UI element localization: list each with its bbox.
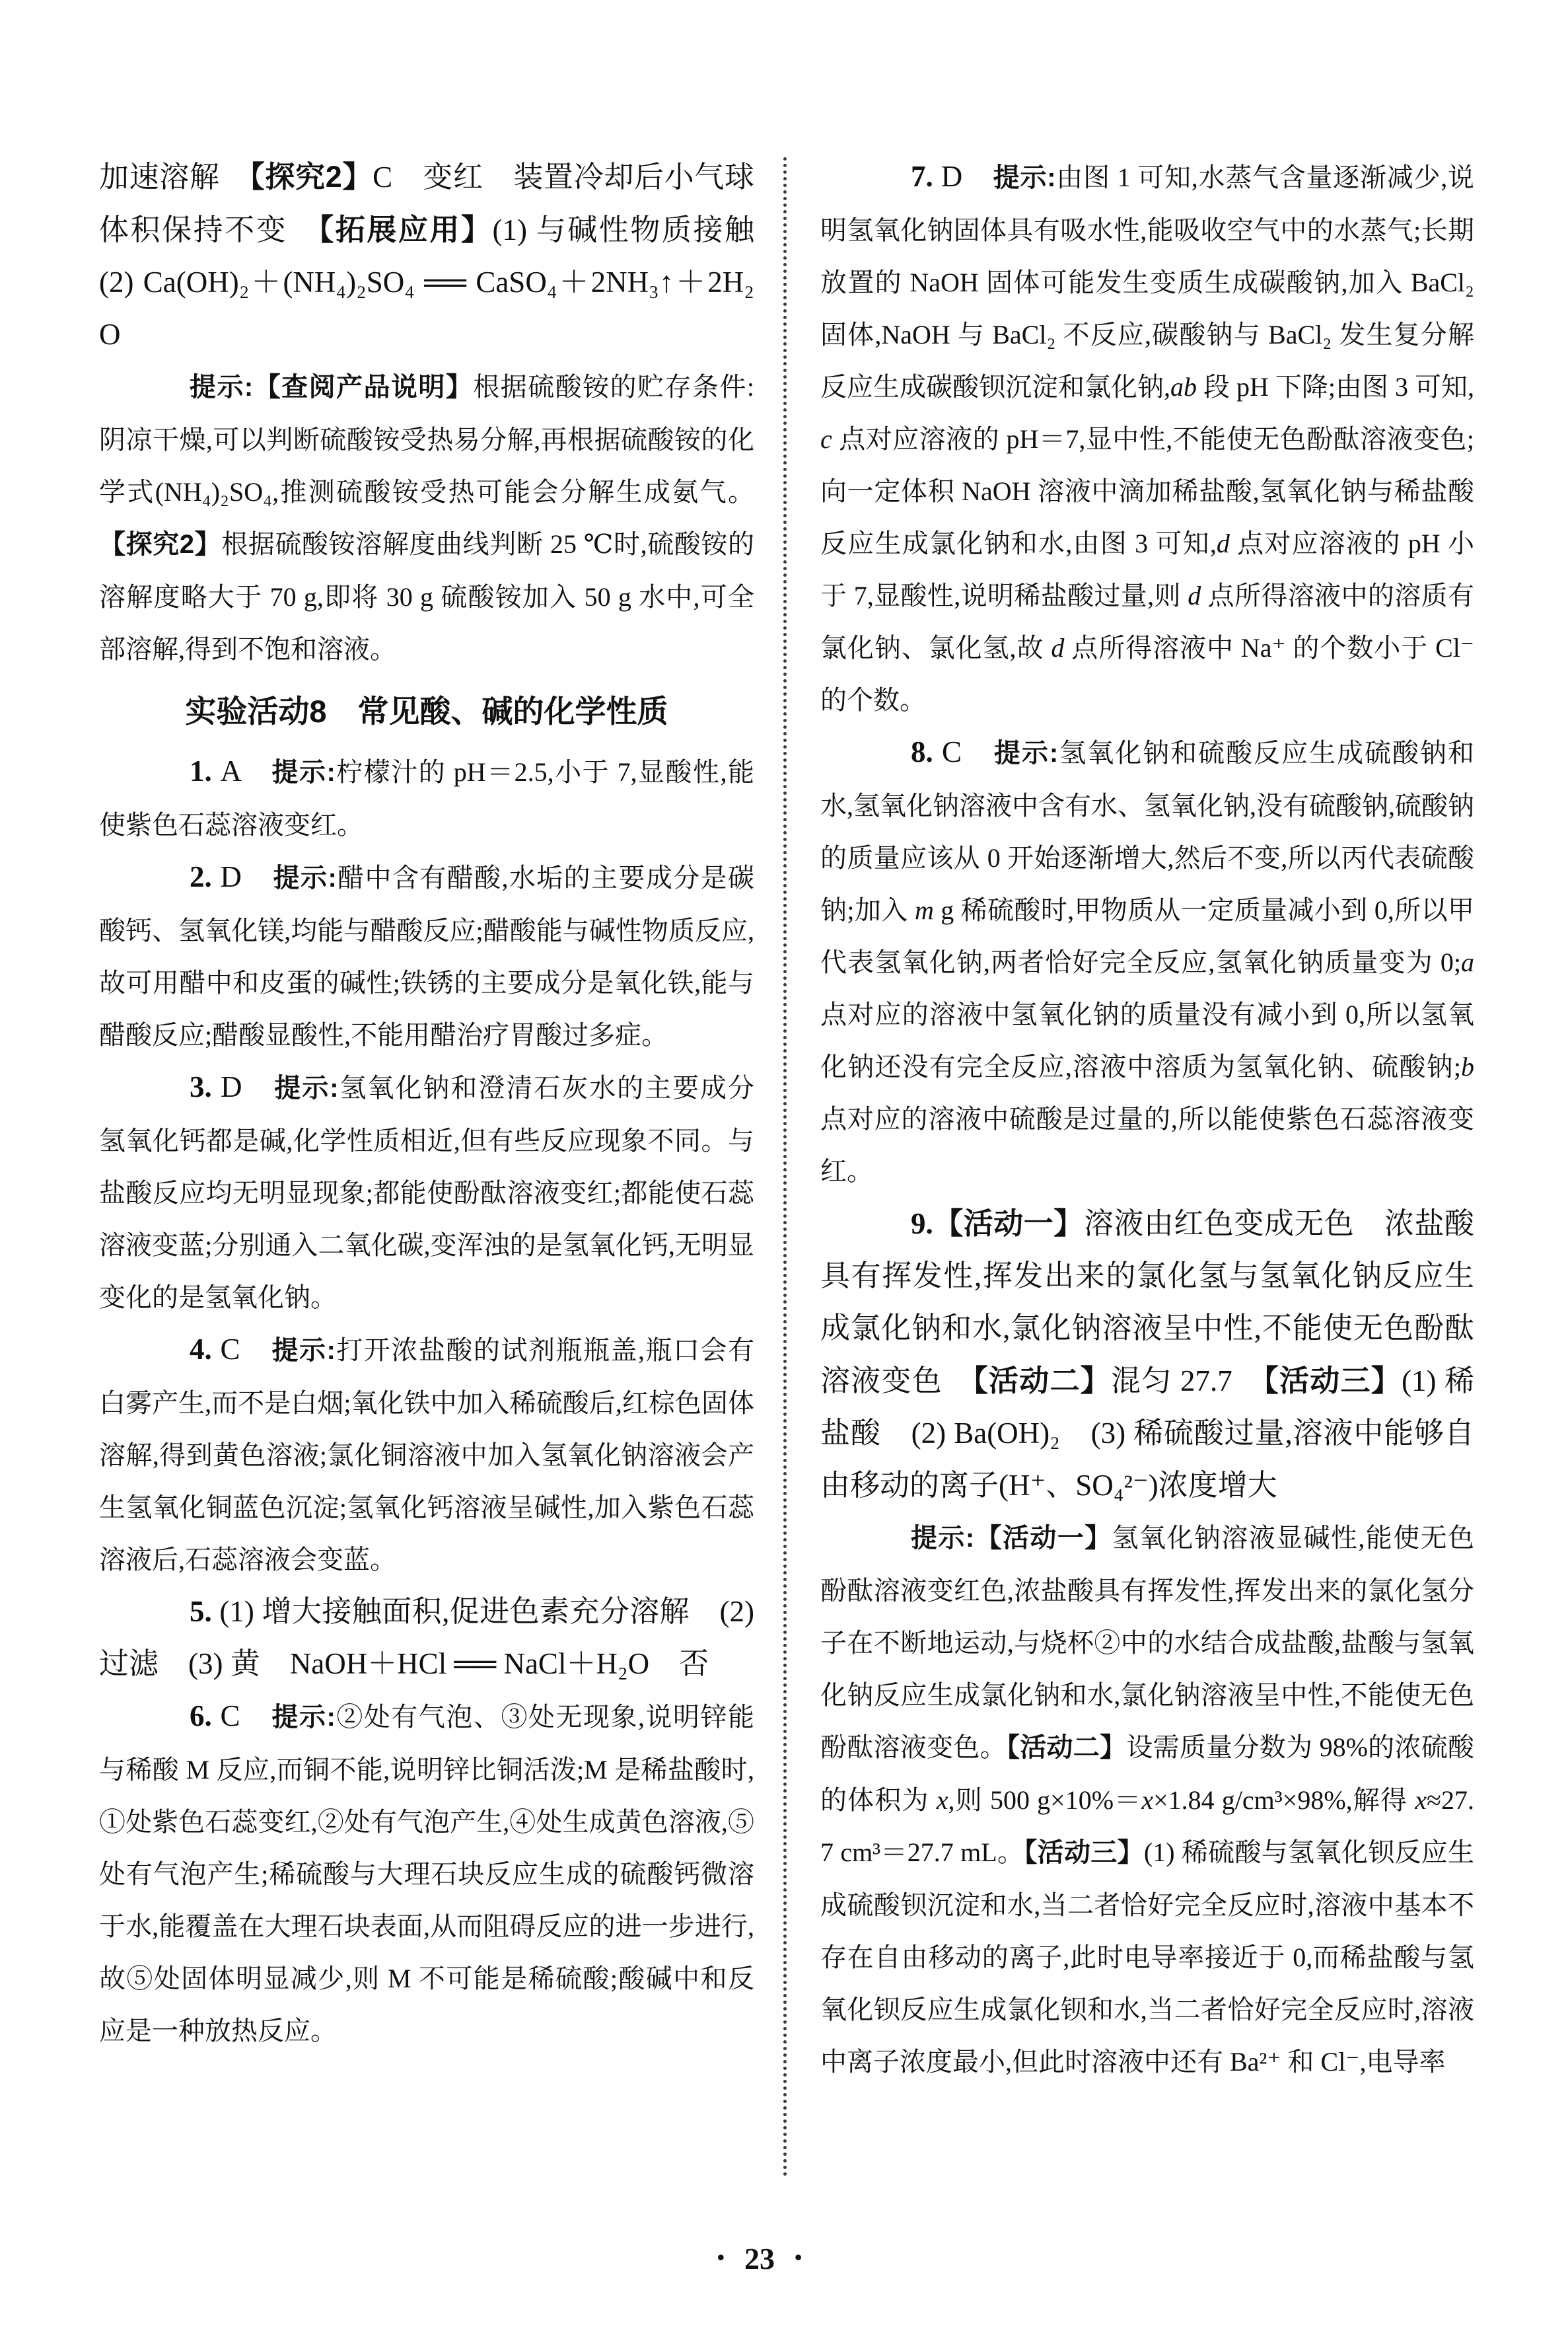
footer-left-dot-icon: •	[717, 2245, 725, 2269]
var-segment: d	[1051, 633, 1065, 663]
hint-segment: 根据硫酸铵的贮存条件:阴凉干燥,可以判断硫酸铵受热易分解,再根据硫酸铵的化学式(NH₄)₂SO₄,推测硫酸铵受热可能会分解生成氨气。	[99, 372, 754, 507]
item-3	[99, 1061, 754, 1323]
bracket-segment: 【活动二】	[1006, 1733, 1127, 1762]
hint-segment: 醋中含有醋酸,水垢的主要成分是碳酸钙、氢氧化镁,均能与醋酸反应;醋酸能与碱性物质反应,故可用醋中和皮蛋的碱性;铁锈的主要成分是氧化铁,能与醋酸反应;醋酸显酸性,不能用醋治疗胃酸过多症。	[99, 863, 755, 1050]
var-segment: x	[936, 1785, 948, 1815]
ans-segment: (1) 增大接触面积,促进色素充分溶解 (2) 过滤 (3) 黄 NaOH＋HCl ══ NaCl＋H₂O 否	[99, 1595, 754, 1680]
hint-label-segment: 提示:	[271, 1336, 336, 1365]
hint-segment: 由图 1 可知,水蒸气含量逐渐减少,说明氢氧化钠固体具有吸水性,能吸收空气中的水蒸气;长期放置的 NaOH 固体可能发生变质生成碳酸钠,加入 BaCl₂ 固体,NaOH 与 BaCl₂ 不反应,碳酸钠与 BaCl₂ 发生复分解反应生成碳酸钡沉淀和氯化钠,	[820, 163, 1475, 402]
var-segment: a	[1461, 947, 1474, 977]
ans-segment: 溶液由红色变成无色 浓盐酸具有挥发性,挥发出来的氯化氢与氢氧化钠反应生成氯化钠和水,氯化钠溶液呈中性,不能使无色酚酞溶液变色	[820, 1207, 1474, 1397]
footer-right-dot-icon: •	[795, 2245, 802, 2269]
column-divider	[783, 157, 787, 2178]
ans-segment: 加速溶解	[99, 161, 250, 194]
item-5	[99, 1586, 754, 1690]
bracket-segment: 【活动三】	[1264, 1364, 1402, 1397]
var-segment: b	[1461, 1052, 1474, 1082]
ans-segment: 混匀 27.7	[1111, 1364, 1264, 1397]
hint-label-segment: 提示:	[271, 758, 336, 787]
num-segment: 8.	[911, 735, 942, 768]
hint-segment: 点对应溶液的 pH 小于 7,显酸性,说明稀盐酸过量,则	[820, 529, 1475, 610]
hint-segment: ②处有气泡、③处无现象,说明锌能与稀酸 M 反应,而铜不能,说明锌比铜活泼;M 是稀盐酸时,①处紫色石蕊变红,②处有气泡产生,④处生成黄色溶液,⑤处有气泡产生;稀硫酸与大理石块反应生成的硫酸钙微溶于水,能覆盖在大理石块表面,从而阻碍反应的进一步进行,故⑤处固体明显减少,则 M 不可能是稀硫酸;酸碱中和反应是一种放热反应。	[99, 1702, 755, 2046]
continuation-answer	[99, 151, 784, 361]
ans-segment: (1) 与碱性物质接触 (2) Ca(OH)₂＋(NH₄)₂SO₄ ══ CaSO₄＋2NH₃↑＋2H₂O	[99, 213, 784, 351]
hint-segment: 点对应的溶液中氢氧化钠的质量没有减小到 0,所以氢氧化钠还没有完全反应,溶液中溶质为氢氧化钠、硫酸钠;	[820, 1000, 1474, 1082]
item-1	[99, 745, 754, 851]
num-segment: 4.	[190, 1333, 221, 1366]
page-footer	[0, 2241, 1519, 2276]
item-6	[99, 1690, 754, 2057]
item-4	[99, 1323, 754, 1586]
hint-segment: 点所得溶液中的溶质有氯化钠、氯化氢,故	[820, 581, 1475, 663]
hint-segment: 氢氧化钠和硫酸反应生成硫酸钠和水,氢氧化钠溶液中含有水、氢氧化钠,没有硫酸钠,硫酸钠的质量应该从 0 开始逐渐增大,然后不变,所以丙代表硫酸钠;加入	[820, 738, 1475, 925]
item-7	[820, 151, 1474, 726]
hint-segment: ≈27.7 cm³＝27.7 mL。	[820, 1785, 1474, 1867]
bracket-segment: 【活动三】	[1024, 1838, 1144, 1867]
bracket-segment: 【活动一】	[974, 1524, 1112, 1553]
var-segment: c	[820, 424, 832, 454]
var-segment: d	[1216, 529, 1230, 558]
bracket-segment: 【探究2】	[99, 530, 222, 559]
hint-segment: ,则 500 g×10%＝	[948, 1785, 1142, 1815]
ans-segment: C 变红 装置冷却后小气球体积保持不变	[99, 161, 754, 246]
num-segment: 6.	[190, 1699, 221, 1732]
hint-segment: g 稀硫酸时,甲物质从一定质量减小到 0,所以甲代表氢氧化钠,两者恰好完全反应,氢氧化钠质量变为 0;	[820, 895, 1474, 977]
hint-segment: 氢氧化钠溶液显碱性,能使无色酚酞溶液变红色,浓盐酸具有挥发性,挥发出来的氯化氢分子在不断地运动,与烧杯②中的水结合成盐酸,盐酸与氢氧化钠反应生成氯化钠和水,氯化钠溶液呈中性,不能使无色酚酞溶液变色。	[820, 1523, 1475, 1762]
var-segment: x	[1141, 1785, 1154, 1815]
num-segment: 5.	[190, 1595, 220, 1628]
ans-segment: C	[220, 1699, 272, 1732]
hint-segment: (1) 稀硫酸与氢氧化钡反应生成硫酸钡沉淀和水,当二者恰好完全反应时,溶液中基本不存在自由移动的离子,此时电导率接近于 0,而稀盐酸与氢氧化钡反应生成氯化钡和水,当二者恰好完全反应时,溶液中离子浓度最小,但此时溶液中还有 Ba²⁺ 和 Cl⁻,电导率	[820, 1837, 1475, 2077]
hint-label-segment: 提示:	[911, 1524, 975, 1553]
right-column	[820, 151, 1474, 2088]
ans-segment: C	[941, 735, 994, 768]
ans-segment: C	[220, 1333, 272, 1366]
hint-label-segment: 提示:	[274, 1074, 339, 1103]
bracket-segment: 【探究2】	[250, 160, 373, 194]
hint-label-segment: 提示:	[273, 864, 337, 893]
ans-segment: D	[941, 160, 993, 193]
hint-segment: ×1.84 g/cm³×98%,解得	[1153, 1785, 1415, 1815]
bracket-segment: 【拓展应用】	[318, 213, 493, 246]
hint-segment: 点对应的溶液中硫酸是过量的,所以能使紫色石蕊溶液变红。	[820, 1104, 1474, 1186]
num-segment: 2.	[190, 860, 221, 893]
bracket-segment: 【活动二】	[973, 1364, 1111, 1397]
bracket-segment: 【活动一】	[933, 1206, 1084, 1240]
hint-segment: 柠檬汁的 pH＝2.5,小于 7,显酸性,能使紫色石蕊溶液变红。	[99, 757, 755, 840]
num-segment: 1.	[190, 755, 221, 788]
num-segment: 9.	[911, 1207, 933, 1240]
hint-segment: 根据硫酸铵溶解度曲线判断 25 ℃时,硫酸铵的溶解度略大于 70 g,即将 30 g 硫酸铵加入 50 g 水中,可全部溶解,得到不饱和溶液。	[99, 529, 754, 664]
left-column	[99, 151, 784, 2057]
var-segment: x	[1415, 1785, 1427, 1815]
ans-segment: D	[220, 860, 273, 893]
item-2	[99, 851, 754, 1061]
hint-segment: 设需质量分数为 98%的浓硫酸的体积为	[820, 1732, 1474, 1815]
item-9-hint	[820, 1512, 1474, 2088]
continuation-hint	[99, 361, 754, 675]
hint-segment: 段 pH 下降;由图 3 可知,	[1197, 372, 1474, 402]
var-segment: m	[914, 895, 934, 925]
hint-label-segment: 提示:	[271, 1703, 336, 1732]
hint-label-segment: 提示:	[190, 373, 254, 402]
num-segment: 3.	[190, 1070, 221, 1103]
hint-segment: 氢氧化钠和澄清石灰水的主要成分氢氧化钙都是碱,化学性质相近,但有些反应现象不同。与盐酸反应均无明显现象;都能使酚酞溶液变红;都能使石蕊溶液变蓝;分别通入二氧化碳,变浑浊的是氢氧化钙,无明显变化的是氢氧化钠。	[99, 1073, 755, 1312]
ans-segment: D	[220, 1070, 275, 1103]
heading-segment: 实验活动8 常见酸、碱的化学性质	[185, 694, 668, 729]
hint-segment: 点所得溶液中 Na⁺ 的个数小于 Cl⁻ 的个数。	[820, 633, 1475, 715]
bracket-segment: 【查阅产品说明】	[253, 373, 474, 402]
section-heading	[99, 691, 754, 732]
page-number: 23	[744, 2242, 775, 2275]
var-segment: ab	[1170, 372, 1197, 402]
ans-segment: (1) 稀盐酸 (2) Ba(OH)₂ (3) 稀硫酸过量,溶液中能够自由移动的离子(H⁺、SO₄²⁻)浓度增大	[820, 1364, 1474, 1502]
ans-segment: A	[220, 755, 272, 788]
var-segment: d	[1188, 581, 1201, 610]
hint-label-segment: 提示:	[993, 739, 1059, 768]
hint-label-segment: 提示:	[993, 163, 1056, 192]
hint-segment: 打开浓盐酸的试剂瓶瓶盖,瓶口会有白雾产生,而不是白烟;氧化铁中加入稀硫酸后,红棕色固体溶解,得到黄色溶液;氯化铜溶液中加入氢氧化钠溶液会产生氢氧化铜蓝色沉淀;氢氧化钙溶液呈碱性,加入紫色石蕊溶液后,石蕊溶液会变蓝。	[99, 1335, 755, 1574]
hint-segment: 点对应溶液的 pH＝7,显中性,不能使无色酚酞溶液变色;向一定体积 NaOH 溶液中滴加稀盐酸,氢氧化钠与稀盐酸反应生成氯化钠和水,由图 3 可知,	[820, 424, 1474, 558]
item-8	[820, 726, 1474, 1197]
item-9	[820, 1197, 1474, 1512]
num-segment: 7.	[911, 160, 941, 193]
